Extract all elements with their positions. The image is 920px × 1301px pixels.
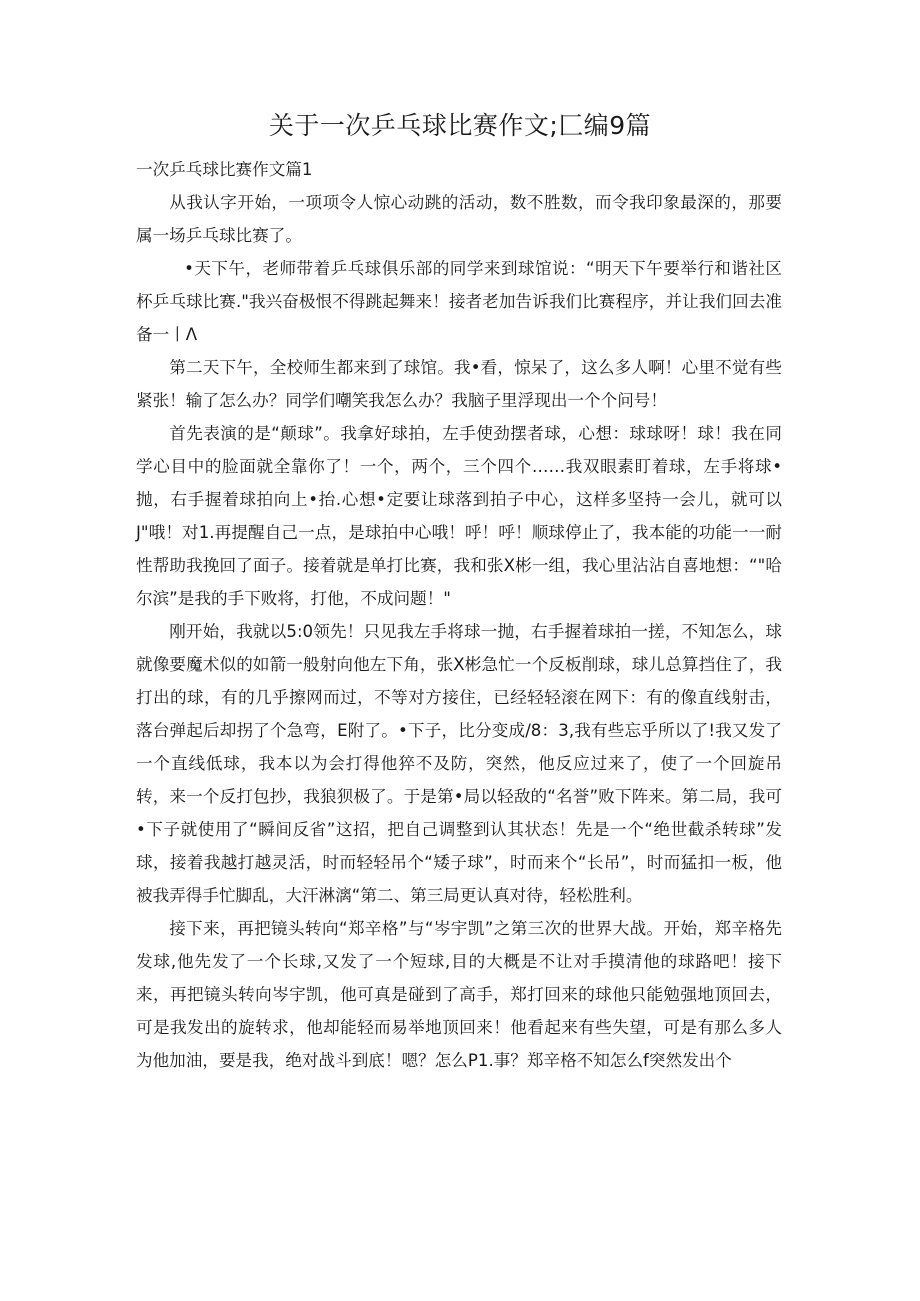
- document-title: 关于一次乒乓球比赛作文;匚编9篇: [268, 111, 652, 140]
- document-body: [136, 153, 782, 1077]
- paragraph-arrival: 第二天下午，全校师生都来到了球馆。我•看，惊呆了，这么多人啊！心里不觉有些紧张！输了怎么办？同学们嘲笑我怎么办？我脑子里浮现出一个个问号！: [136, 358, 782, 410]
- paragraph-announcement: •天下午，老师带着乒乓球俱乐部的同学来到球馆说：“明天下午要举行和谐社区杯乒乓球比赛."我兴奋极恨不得跳起舞来！接者老加告诉我们比赛程序，并让我们回去准备一丨Λ: [136, 259, 782, 344]
- paragraph-second-match: 接下来，再把镜头转向“郑辛格”与“岑宇凯”之第三次的世界大战。开始，郑辛格先发球,他先发了一个长球,又发了一个短球,目的大概是不让对手摸清他的球路吧！接下来，再把镜头转向岑宇凯，他可真是碰到了高手，郑打回来的球他只能勉强地顶回去，可是我发出的旋转求，他却能轻而易举地顶回来！他看起来有些失望，可是有那么多人为他加油，要是我，绝对战斗到底！嗯？怎么P1.事？郑辛格不知怎么f突然发出个: [136, 919, 782, 1070]
- paragraph-intro: 从我认字开始，一项项令人惊心动跳的活动，数不胜数，而令我印象最深的，那要属一场乒乓球比赛了。: [136, 193, 782, 245]
- section-heading: 一次乒乓球比赛作文篇1: [136, 160, 313, 179]
- paragraph-ball-bouncing: 首先表演的是“颠球”。我拿好球拍，左手使劲摆者球，心想：球球呀！球！我在同学心目中的脸面就全靠你了！一个，两个，三个四个……我双眼素盯着球，左手将球•抛，右手握着球拍向上•抬.心想•定要让球落到拍子中心，这样多坚持一会儿，就可以J"哦！对1.再提醒自己一点，是球拍中心哦！呼！呼！顺球停止了，我本能的功能一一耐性帮助我挽回了面子。接着就是单打比赛，我和张X彬一组，我心里沾沾自喜地想：“"哈尔滨”是我的手下败将，打他，不成问题！": [136, 424, 782, 608]
- paragraph-first-match: 刚开始，我就以5:0领先！只见我左手将球一抛，右手握着球拍一搓，不知怎么，球就像要魔术似的如箭一般射向他左下角，张X彬急忙一个反板削球，球儿总算挡住了，我打出的球，有的几乎擦网而过，不等对方接住，已经轻轻滚在网下：有的像直线射击，落台弹起后却拐了个急弯，E附了。•下子，比分变成/8：3,我有些忘乎所以了!我又发了一个直线低球，我本以为会打得他猝不及防，突然，他反应过来了，使了一个回旋吊转，来一个反打包抄，我狼狈极了。于是第•局以轻敌的“名誉”败下阵来。第二局，我可•下子就使用了“瞬间反省”这招，把自己调整到认其状态！先是一个“绝世截杀转球”发球，接着我越打越灵活，时而轻轻吊个“矮子球”，时而来个“长吊”，时而猛扣一板，他被我弄得手忙脚乱，大汗淋漓“第二、第三局更认真对待，轻松胜利。: [136, 622, 782, 905]
